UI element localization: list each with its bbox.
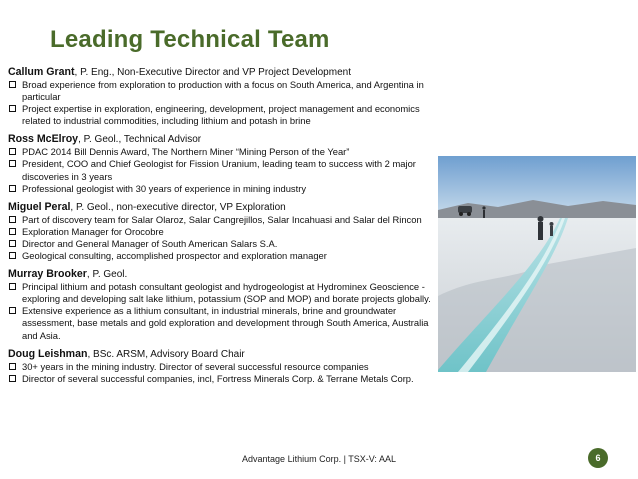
checkbox-bullet-icon bbox=[9, 216, 16, 223]
checkbox-bullet-icon bbox=[9, 105, 16, 112]
footer-text: Advantage Lithium Corp. | TSX-V: AAL bbox=[242, 454, 396, 464]
person-name: Murray Brooker bbox=[8, 268, 87, 281]
bullet-item: Geological consulting, accomplished prospector and exploration manager bbox=[8, 250, 438, 262]
checkbox-bullet-icon bbox=[9, 363, 16, 370]
person-role: , P. Eng., Non-Executive Director and VP Project Development bbox=[74, 67, 351, 78]
checkbox-bullet-icon bbox=[9, 160, 16, 167]
checkbox-bullet-icon bbox=[9, 307, 16, 314]
person-ross-mcelroy bbox=[8, 133, 438, 194]
checkbox-bullet-icon bbox=[9, 81, 16, 88]
bullet-item: PDAC 2014 Bill Dennis Award, The Northern Miner “Mining Person of the Year” bbox=[8, 146, 438, 158]
bullet-item: Director of several successful companies, incl, Fortress Minerals Corp. & Terrane Metals Corp. bbox=[8, 373, 438, 385]
team-list bbox=[8, 66, 438, 391]
person-name: Ross McElroy bbox=[8, 133, 79, 146]
bullet-item: Principal lithium and potash consultant geologist and hydrogeologist at Hydrominex Geoscience - exploring and developing salt lake lithium, potassium (SOP and MOP) and borate projects globally. bbox=[8, 281, 438, 305]
bullet-item: 30+ years in the mining industry. Director of several successful resource companies bbox=[8, 361, 438, 373]
checkbox-bullet-icon bbox=[9, 185, 16, 192]
bullet-item: Director and General Manager of South American Salars S.A. bbox=[8, 238, 438, 250]
person-callum-grant bbox=[8, 66, 438, 127]
bullet-item: President, COO and Chief Geologist for Fission Uranium, leading team to success with 2 major discoveries in 3 years bbox=[8, 158, 438, 182]
checkbox-bullet-icon bbox=[9, 252, 16, 259]
bullet-item: Exploration Manager for Orocobre bbox=[8, 226, 438, 238]
person-name: Doug Leishman bbox=[8, 347, 88, 360]
bullet-item: Part of discovery team for Salar Olaroz, Salar Cangrejillos, Salar Incahuasi and Salar del Rincon bbox=[8, 214, 438, 226]
checkbox-bullet-icon bbox=[9, 240, 16, 247]
person-murray-brooker bbox=[8, 268, 438, 341]
bullet-item: Professional geologist with 30 years of experience in mining industry bbox=[8, 183, 438, 195]
person-role: , BSc. ARSM, Advisory Board Chair bbox=[87, 348, 245, 360]
person-doug-leishman bbox=[8, 348, 438, 385]
bullet-item: Extensive experience as a lithium consultant, in industrial minerals, brine and groundwater assessment, base metals and gold exploration and development through South America, Australia and Asia. bbox=[8, 305, 438, 341]
person-miguel-peral bbox=[8, 201, 438, 262]
slide-title: Leading Technical Team bbox=[50, 26, 330, 53]
checkbox-bullet-icon bbox=[9, 283, 16, 290]
person-name: Callum Grant bbox=[8, 66, 75, 78]
person-role: , P. Geol. bbox=[86, 269, 128, 281]
page-number-badge: 6 bbox=[588, 448, 608, 468]
salt-flat-photo bbox=[438, 156, 636, 372]
checkbox-bullet-icon bbox=[9, 375, 16, 382]
person-role: , P. Geol., non-executive director, VP Exploration bbox=[70, 201, 286, 213]
bullet-item: Project expertise in exploration, engineering, development, project management and economics related to industrial commodities, including lithium and potash in brine bbox=[8, 103, 438, 127]
bullet-item: Broad experience from exploration to production with a focus on South America, and Argentina in particular bbox=[8, 79, 438, 103]
person-role: , P. Geol., Technical Advisor bbox=[78, 134, 202, 146]
person-name: Miguel Peral bbox=[8, 200, 71, 213]
checkbox-bullet-icon bbox=[9, 228, 16, 235]
checkbox-bullet-icon bbox=[9, 148, 16, 155]
salt-flat-illustration bbox=[438, 156, 636, 372]
